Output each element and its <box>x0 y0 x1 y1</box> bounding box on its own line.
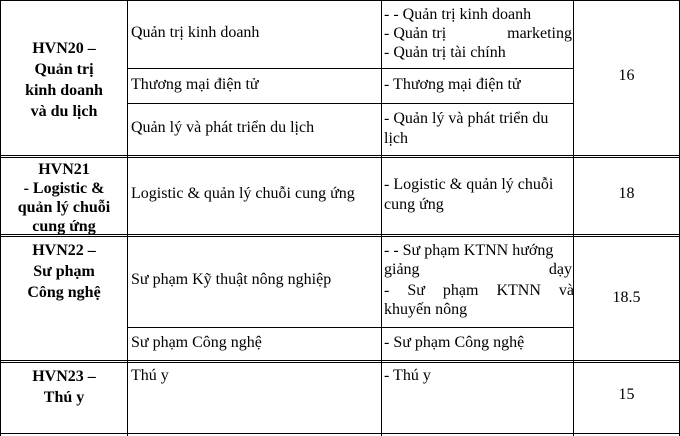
specialization: - Sư phạm KTNN và <box>384 282 574 299</box>
major-name: Sư phạm Kỹ thuật nông nghiệp <box>131 271 332 288</box>
specialization: - Logistic & quản lý chuỗi <box>384 176 554 193</box>
major-name: Thương mại điện tử <box>131 76 259 93</box>
score: 18 <box>618 185 635 202</box>
specialization: khuyến nông <box>384 301 468 318</box>
col-divider <box>127 0 128 436</box>
row-divider <box>0 157 680 158</box>
specialization: - - Sư phạm KTNN hướng <box>384 242 554 259</box>
row-divider <box>0 362 680 363</box>
major-name: Thú y <box>131 367 169 384</box>
row-divider <box>127 103 573 104</box>
group-code: HVN20 – Quản trị kinh doanh và du lịch <box>25 40 103 120</box>
specialization: - - Quản trị kinh doanh <box>384 6 532 23</box>
major-name: Quản trị kinh doanh <box>131 24 260 41</box>
major-name: Quản lý và phát triển du lịch <box>131 119 315 136</box>
row-divider <box>0 360 680 361</box>
specialization: - Sư phạm Công nghệ <box>384 334 525 351</box>
row-divider <box>0 236 680 237</box>
group-code: HVN21 - Logistic & quản lý chuỗi cung ứng <box>17 161 111 235</box>
specialization: - Thương mại điện tử <box>384 76 521 93</box>
specialization: - Quản trị marketing <box>384 25 572 42</box>
specialization: - Quản trị tài chính <box>384 44 506 61</box>
row-divider <box>0 433 680 434</box>
score: 15 <box>618 386 635 403</box>
row-divider <box>0 155 680 156</box>
specialization: lịch <box>384 130 408 147</box>
group-code: HVN23 – Thú y <box>32 368 96 406</box>
row-divider <box>0 0 680 1</box>
group-code: HVN22 – Sư phạm Công nghệ <box>27 242 101 301</box>
major-name: Logistic & quản lý chuỗi cung ứng <box>131 185 355 202</box>
specialization: - Quản lý và phát triển du <box>384 110 549 127</box>
specialization: cung ứng <box>384 196 444 213</box>
score: 16 <box>618 67 635 84</box>
specialization: giảng dạy <box>384 261 572 278</box>
row-divider <box>127 327 573 328</box>
major-name: Sư phạm Công nghệ <box>131 334 262 351</box>
score: 18.5 <box>612 289 641 306</box>
col-divider <box>381 0 382 436</box>
specialization: - Thú y <box>384 367 431 384</box>
row-divider <box>127 68 573 69</box>
